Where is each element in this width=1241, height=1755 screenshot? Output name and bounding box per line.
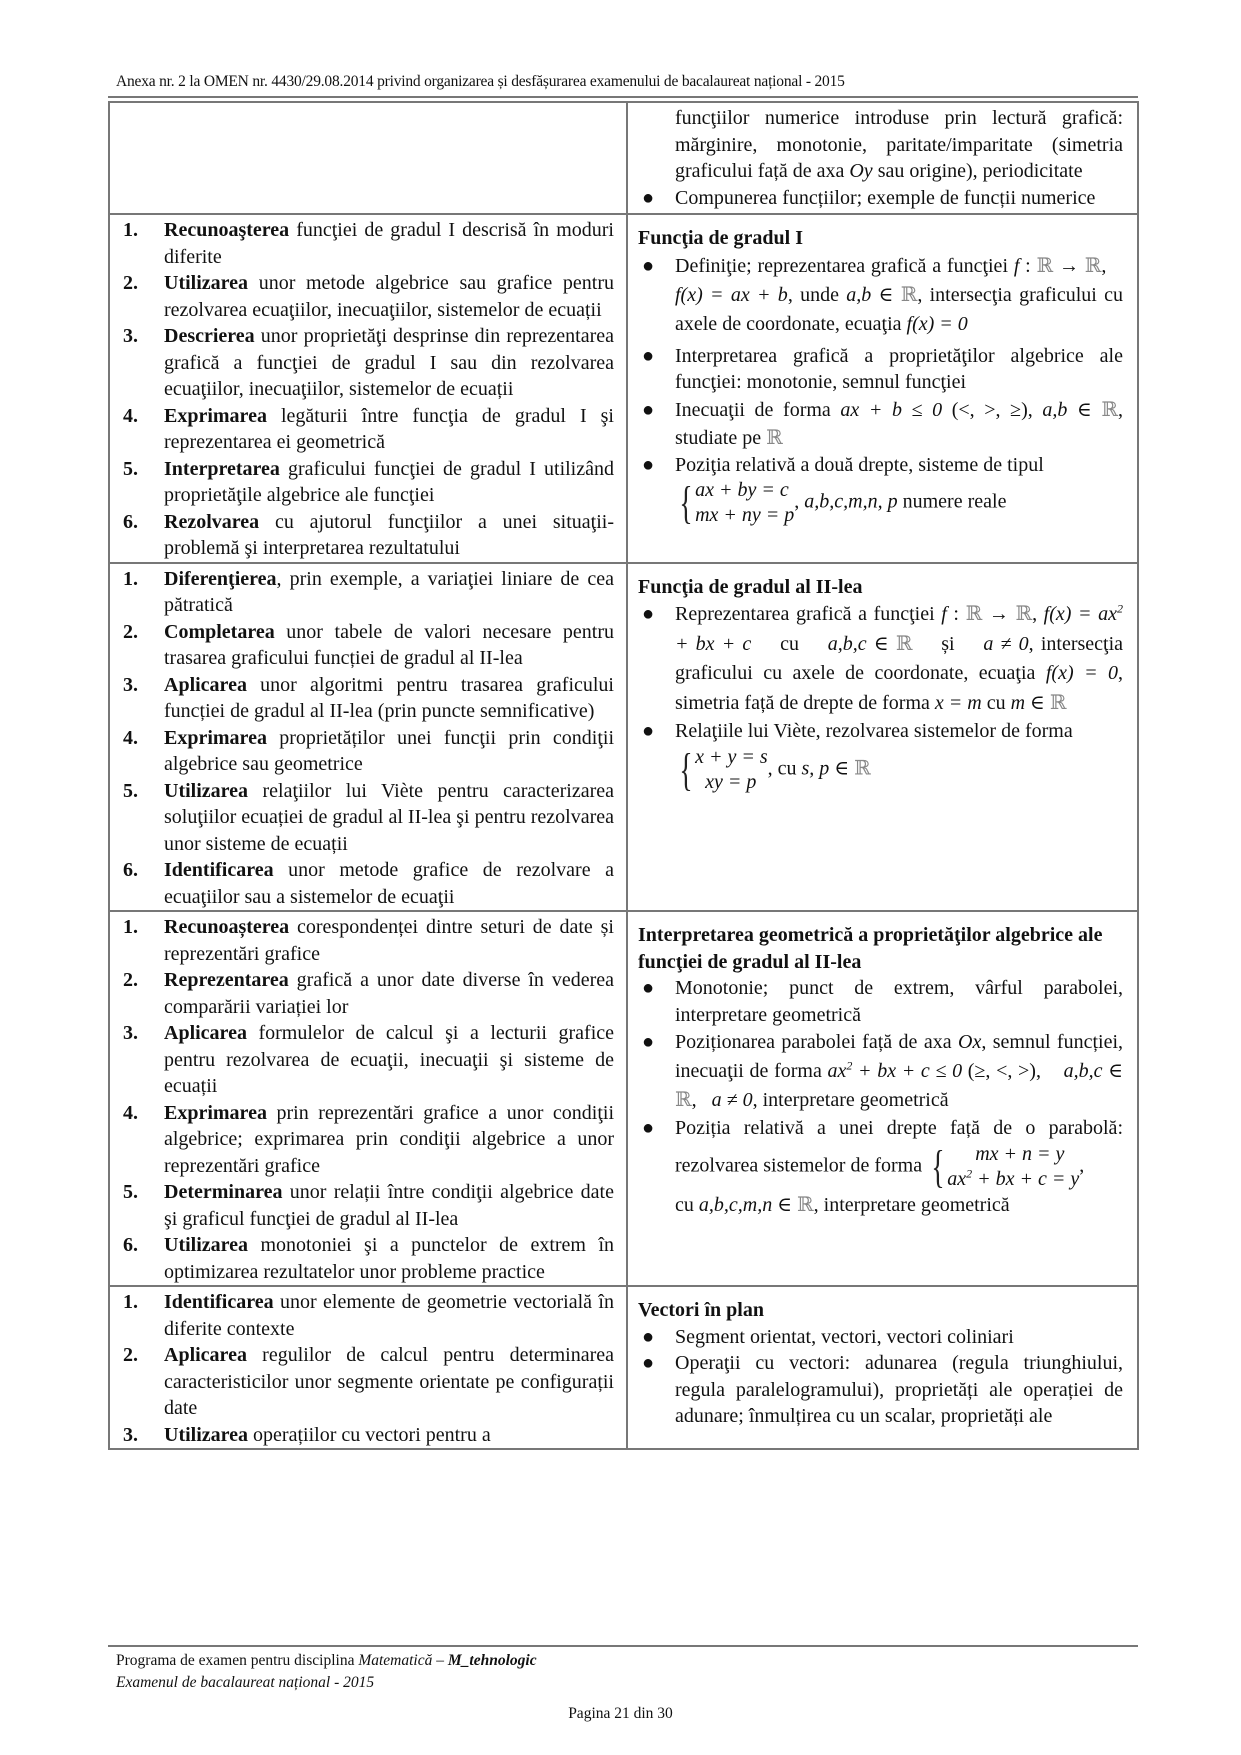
- section-title: Funcţia de gradul al II-lea: [638, 575, 863, 598]
- competence-item: 3. Aplicarea formulelor de calcul şi a lecturii grafice pentru rezolvarea de ecuaţii, inecuaţii şi sisteme de ecuații: [123, 1022, 614, 1097]
- section-title: Interpretarea geometrică a proprietăţilor algebrice ale funcţiei de gradul al II-lea: [638, 924, 1103, 973]
- content-item: ● Reprezentarea grafică a funcţiei f : ℝ → ℝ, $f(x) = ax^2$ + bx + c cu a,b,c ∈ ℝ și a ≠ 0, intersecţia graficului cu axele de coordonate, ecuaţia f(x) = 0, simetria față de drepte de forma x = m cu m ∈ ℝ: [642, 601, 1124, 714]
- brace-icon: {: [679, 743, 693, 795]
- table-row: [109, 563, 1138, 912]
- content-item: ● Segment orientat, vectori, vectori coliniari: [638, 1324, 1123, 1351]
- table-row: [109, 102, 1138, 214]
- competence-item: 5. Determinarea unor relații între condiţii algebrice date şi graficul funcţiei de gradul al II-lea: [123, 1181, 614, 1230]
- competence-item: 6. Utilizarea monotoniei şi a punctelor de extrem în optimizarea rezultatelor unor probleme practice: [123, 1234, 614, 1283]
- header-divider: [108, 96, 1138, 98]
- competence-item: 3. Utilizarea operațiilor cu vectori pentru a: [123, 1423, 491, 1446]
- content-cell: [627, 102, 1138, 214]
- competence-item: 2. Completarea unor tabele de valori necesare pentru trasarea graficului funcției de gradul al II-lea: [123, 620, 614, 669]
- competence-item: 4. Exprimarea proprietăților unei funcţii prin condiţii algebrice sau geometrice: [123, 726, 614, 775]
- page-number: Pagina 21 din 30: [568, 1705, 673, 1722]
- document-header: Anexa nr. 2 la OMEN nr. 4430/29.08.2014 privind organizarea și desfășurarea examenului de bacalaureat național - 2015: [116, 73, 845, 90]
- content-item: ● Poziția relativă a unei drepte față de o parabolă: rezolvarea sistemelor de forma { mx + n = y $ax^2$ + bx + c = y , cu a,b,c,m,n ∈ ℝ, interpretare geometrică: [642, 1117, 1123, 1216]
- content-cell: [627, 214, 1138, 563]
- competence-item: 5. Utilizarea relaţiilor lui Viète pentru caracterizarea soluţiilor ecuației de gradul al II-lea şi pentru rezolvarea unor sisteme de ecuații: [123, 779, 614, 855]
- competence-item: 6. Identificarea unor metode grafice de rezolvare a ecuaţiilor sau a sistemelor de ecuaţii: [123, 859, 614, 908]
- competences-cell: [109, 214, 627, 563]
- math-expression: ax + b ≤ 0: [840, 398, 943, 421]
- bullet-icon: ●: [642, 186, 655, 209]
- content-item: ● Poziționarea parabolei față de axa Ox, semnul funcției, inecuaţii de forma $ax^2$ + bx + c ≤ 0 (≥, <, >), a,b,c ∈ ℝ, a ≠ 0, interpretare geometrică: [638, 1028, 1123, 1115]
- bullet-icon: ●: [642, 398, 655, 421]
- competence-item: 1. Recunoașterea corespondenței dintre seturi de date și reprezentări grafice: [123, 916, 614, 965]
- bullet-icon: ●: [642, 1031, 655, 1053]
- competence-item: 5. Interpretarea graficului funcţiei de gradul I utilizând proprietăţile algebrice ale funcţiei: [123, 457, 614, 506]
- content-item: ● Operaţii cu vectori: adunarea (regula triunghiului, regula paralelogramului), proprietăți ale operației de adunare; înmulțirea cu un scalar, proprietăți ale: [642, 1352, 1123, 1427]
- footer-exam: Examenul de bacalaureat național - 2015: [116, 1674, 375, 1691]
- bullet-icon: ●: [642, 1352, 655, 1374]
- section-title: Funcţia de gradul I: [638, 227, 804, 249]
- math-expression: Oy: [849, 160, 873, 182]
- table-row: [109, 911, 1138, 1286]
- competence-item: 3. Descrierea unor proprietăţi desprinse din reprezentarea grafică a funcţiei de gradul I sau din rezolvarea ecuaţiilor, inecuaţiilor, sistemelor de ecuații: [123, 325, 614, 400]
- competences-cell: [109, 102, 627, 214]
- content-item: ● Definiţie; reprezentarea grafică a funcţiei f : ℝ → ℝ, f(x) = ax + b, unde a,b ∈ ℝ, intersecţia graficului cu axele de coordonate, ecuaţia f(x) = 0: [638, 252, 1123, 339]
- competence-item: 2. Aplicarea regulilor de calcul pentru determinarea caracteristicilor unor segmente orientate pe configurații date: [123, 1344, 614, 1419]
- math-expression: $f(x) = ax^2$ + bx + c: [675, 601, 1124, 655]
- brace-icon: {: [679, 477, 693, 528]
- content-cell: [627, 563, 1138, 912]
- content-item: funcţiilor numerice introduse prin lectură grafică: mărginire, monotonie, paritate/imparitate (simetria graficului față de axa Oy sau origine), periodicitate: [675, 107, 1123, 182]
- content-item: ● Relaţiile lui Viète, rezolvarea sistemelor de forma { x + y = s xy = p , cu s, p ∈ ℝ: [642, 720, 1073, 795]
- bullet-icon: ●: [642, 453, 655, 476]
- content-item: ● Compunerea funcțiilor; exemple de funcții numerice: [638, 185, 1123, 212]
- content-item: ● Inecuaţii de forma ax + b ≤ 0 (<, >, ≥), a,b ∈ ℝ, studiate pe ℝ: [638, 396, 1123, 452]
- competence-item: 1. Diferenţierea, prin exemple, a variaţiei liniare de cea pătratică: [123, 567, 614, 616]
- math-expression: $ax^2$ + bx + c ≤ 0: [827, 1058, 963, 1082]
- equation-system: { x + y = s xy = p: [679, 743, 768, 795]
- competence-item: 6. Rezolvarea cu ajutorul funcţiilor a unei situaţii-problemă şi interpretarea rezultatului: [123, 510, 614, 559]
- content-cell: [627, 911, 1138, 1286]
- bullet-icon: ●: [642, 1325, 655, 1348]
- table-row: [109, 1286, 1138, 1449]
- competence-item: 4. Exprimarea prin reprezentări grafice a unor condiţii algebrice; exprimarea prin condiţii algebrice a unor reprezentări grafice: [123, 1101, 614, 1177]
- section-title: Vectori în plan: [638, 1299, 764, 1321]
- math-expression: f(x) = 0: [906, 312, 968, 335]
- bullet-icon: ●: [642, 603, 655, 625]
- competences-cell: [109, 563, 627, 912]
- footer-divider: [108, 1645, 1138, 1647]
- bullet-icon: ●: [642, 720, 655, 742]
- competence-item: 2. Utilizarea unor metode algebrice sau grafice pentru rezolvarea ecuaţiilor, inecuaţiilor, sistemelor de ecuații: [123, 272, 614, 321]
- syllabus-table: [108, 101, 1139, 1450]
- competence-item: 1. Recunoaşterea funcţiei de gradul I descrisă în moduri diferite: [123, 219, 614, 268]
- competence-item: 4. Exprimarea legăturii între funcţia de gradul I şi reprezentarea ei geometrică: [123, 404, 614, 453]
- equation-system: { ax + by = c mx + ny = p: [679, 477, 795, 528]
- competence-item: 2. Reprezentarea grafică a unor date diverse în vederea comparării variației lor: [123, 969, 614, 1018]
- competences-cell: [109, 1286, 627, 1449]
- bullet-icon: ●: [642, 344, 655, 367]
- competence-item: 3. Aplicarea unor algoritmi pentru trasarea graficului funcției de gradul al II-lea (prin puncte semnificative): [123, 673, 614, 722]
- content-cell: [627, 1286, 1138, 1449]
- content-item: ● Poziţia relativă a două drepte, sisteme de tipul { ax + by = c mx + ny = p , a,b,c,m,n, p numere reale: [642, 453, 1044, 528]
- brace-icon: {: [931, 1140, 945, 1192]
- competences-cell: [109, 911, 627, 1286]
- math-expression: f(x) = ax + b: [675, 283, 788, 306]
- bullet-icon: ●: [642, 977, 655, 999]
- content-item: ● Monotonie; punct de extrem, vârful parabolei, interpretare geometrică: [642, 977, 1123, 1026]
- footer-program: Programa de examen pentru disciplina Matematică – M_tehnologic: [116, 1652, 537, 1669]
- equation-system: { mx + n = y $ax^2$ + bx + c = y: [931, 1140, 1080, 1192]
- bullet-icon: ●: [642, 254, 655, 277]
- bullet-icon: ●: [642, 1117, 655, 1139]
- table-row: [109, 214, 1138, 563]
- content-item: ● Interpretarea grafică a proprietăţilor algebrice ale funcţiei: monotonie, semnul funcţiei: [642, 344, 1123, 393]
- competence-item: 1. Identificarea unor elemente de geometrie vectorială în diferite contexte: [123, 1291, 614, 1340]
